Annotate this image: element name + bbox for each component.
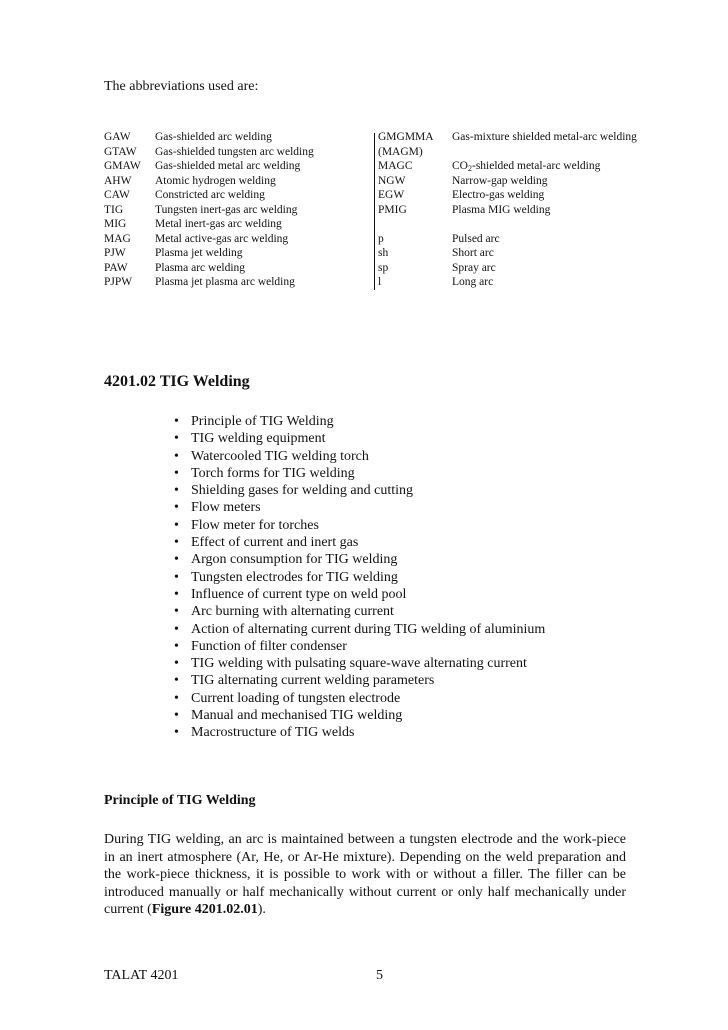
bullet-icon: • (174, 483, 179, 499)
abbreviation-row (104, 130, 662, 145)
list-item (172, 655, 545, 672)
column-divider (374, 232, 375, 247)
abbreviation-code: GAW (104, 131, 131, 143)
column-divider (374, 133, 375, 145)
abbreviation-row (104, 159, 662, 174)
column-divider (374, 261, 375, 276)
list-item (172, 690, 545, 707)
abbreviation-row (104, 203, 662, 218)
column-divider (374, 188, 375, 203)
list-item (172, 534, 545, 551)
abbreviation-code: PMIG (378, 203, 407, 216)
bullet-icon: • (174, 448, 179, 464)
abbreviation-description: Narrow-gap welding (452, 174, 548, 187)
bullet-icon: • (174, 604, 179, 620)
list-item (172, 603, 545, 620)
abbreviation-row (104, 261, 662, 276)
footer-document-id: TALAT 4201 (104, 968, 179, 983)
abbreviation-code: (MAGM) (378, 145, 423, 158)
formula-suffix: -shielded metal-arc welding (471, 160, 601, 172)
abbreviation-description: Tungsten inert-gas arc welding (155, 203, 298, 216)
column-divider (374, 246, 375, 261)
list-item (172, 707, 545, 724)
bullet-icon: • (174, 465, 179, 481)
abbreviation-code: MAGC (378, 160, 413, 172)
list-item (172, 448, 545, 465)
list-item-text: Effect of current and inert gas (191, 535, 359, 551)
bullet-icon: • (174, 431, 179, 447)
abbreviation-row (104, 217, 662, 232)
list-item (172, 724, 545, 741)
column-divider (374, 203, 375, 218)
bullet-icon: • (174, 535, 179, 551)
abbreviation-row (104, 232, 662, 247)
formula-subscript: 2 (467, 164, 472, 173)
abbreviation-row (104, 174, 662, 189)
abbreviation-description: Spray arc (452, 261, 496, 274)
column-divider (374, 217, 375, 232)
list-item-text: Argon consumption for TIG welding (191, 552, 398, 568)
abbreviation-code (378, 217, 452, 232)
list-item (172, 586, 545, 603)
paragraph-end: ). (257, 902, 266, 917)
abbreviation-description: Gas-shielded arc welding (155, 131, 272, 143)
abbreviation-code: TIG (104, 203, 124, 216)
column-divider (374, 174, 375, 189)
bullet-icon: • (174, 569, 179, 585)
list-item (172, 482, 545, 499)
list-item (172, 430, 545, 447)
bullet-icon: • (174, 517, 179, 533)
bullet-icon: • (174, 690, 179, 706)
list-item-text: Function of filter condenser (191, 638, 347, 654)
abbreviation-description (452, 159, 662, 174)
column-divider (374, 145, 375, 160)
list-item (172, 621, 545, 638)
abbreviation-code: NGW (378, 174, 406, 187)
column-divider (374, 275, 375, 290)
abbreviations-intro: The abbreviations used are: (104, 79, 259, 94)
abbreviation-description: Electro-gas welding (452, 189, 545, 201)
list-item-text: TIG welding equipment (191, 431, 326, 447)
abbreviation-description (452, 217, 662, 232)
bullet-icon: • (174, 621, 179, 637)
bullet-icon: • (174, 725, 179, 741)
column-divider (374, 159, 375, 174)
list-item-text: Principle of TIG Welding (191, 414, 334, 429)
bullet-icon: • (174, 638, 179, 654)
abbreviation-code: GMGMMA (378, 131, 434, 143)
abbreviation-description: Pulsed arc (452, 232, 500, 245)
paragraph-text: During TIG welding, an arc is maintained between a tungsten electrode and the work-piece in an inert atmosphere (Ar, He, or Ar-He mixture). Depending on the weld preparation and the work-piece thickness, it is possible to work with or without a filler. The filler can be introduced manually or half mechanically without current or only half mechanically under current ( (104, 832, 626, 917)
list-item-text: Influence of current type on weld pool (191, 586, 407, 602)
abbreviation-description: Constricted arc welding (155, 189, 265, 201)
abbreviation-code: sp (378, 261, 389, 274)
list-item (172, 638, 545, 655)
topic-list (172, 413, 545, 742)
abbreviation-code: sh (378, 247, 389, 259)
bullet-icon: • (174, 656, 179, 672)
abbreviation-description: Gas-mixture shielded metal-arc welding (452, 131, 637, 143)
list-item-text: TIG welding with pulsating square-wave alternating current (191, 656, 527, 672)
abbreviation-description: Long arc (452, 276, 494, 288)
list-item-text: Manual and mechanised TIG welding (191, 708, 403, 724)
abbreviation-code: GTAW (104, 145, 137, 158)
abbreviation-description: Short arc (452, 247, 494, 259)
abbreviation-code: l (378, 276, 382, 288)
list-item (172, 551, 545, 568)
abbreviation-description: Plasma MIG welding (452, 203, 551, 216)
abbreviation-code: AHW (104, 174, 132, 187)
abbreviation-description: Plasma jet welding (155, 247, 243, 259)
abbreviation-code: MAG (104, 232, 131, 245)
list-item (172, 517, 545, 534)
abbreviation-description: Metal inert-gas arc welding (155, 218, 282, 230)
abbreviation-description: Gas-shielded metal arc welding (155, 160, 301, 172)
list-item-text: Torch forms for TIG welding (191, 465, 355, 481)
list-item (172, 672, 545, 689)
bullet-icon: • (174, 414, 179, 429)
list-item-text: Current loading of tungsten electrode (191, 690, 401, 706)
list-item-text: Macrostructure of TIG welds (191, 725, 355, 741)
formula-text: CO (452, 160, 468, 172)
list-item-text: Flow meters (191, 500, 261, 516)
section-title: 4201.02 TIG Welding (104, 373, 250, 390)
bullet-icon: • (174, 552, 179, 568)
list-item-text: TIG alternating current welding parameters (191, 673, 435, 689)
list-item-text: Flow meter for torches (191, 517, 319, 533)
list-item-text: Watercooled TIG welding torch (191, 448, 369, 464)
abbreviation-row (104, 246, 662, 261)
list-item-text: Tungsten electrodes for TIG welding (191, 569, 398, 585)
bullet-icon: • (174, 708, 179, 724)
abbreviation-code: MIG (104, 218, 127, 230)
list-item (172, 413, 545, 430)
abbreviation-row (104, 188, 662, 203)
bullet-icon: • (174, 500, 179, 516)
abbreviation-code: PJW (104, 247, 126, 259)
abbreviation-code: PJPW (104, 276, 133, 288)
body-paragraph (104, 831, 626, 919)
abbreviation-code: PAW (104, 261, 128, 274)
footer-page-number: 5 (376, 968, 383, 983)
list-item-text: Shielding gases for welding and cutting (191, 483, 414, 499)
abbreviation-code: EGW (378, 189, 405, 201)
bullet-icon: • (174, 673, 179, 689)
figure-reference: Figure 4201.02.01 (151, 902, 258, 917)
bullet-icon: • (174, 586, 179, 602)
abbreviation-description: Metal active-gas arc welding (155, 232, 289, 245)
abbreviations-table (104, 130, 662, 290)
list-item-text: Action of alternating current during TIG welding of aluminium (191, 621, 546, 637)
abbreviation-code: p (378, 232, 384, 245)
subsection-title: Principle of TIG Welding (104, 793, 256, 808)
abbreviation-description: Atomic hydrogen welding (155, 174, 276, 187)
list-item (172, 499, 545, 516)
abbreviation-row (104, 275, 662, 290)
abbreviation-description: Plasma jet plasma arc welding (155, 276, 295, 288)
abbreviation-description: Gas-shielded tungsten arc welding (155, 145, 314, 158)
list-item (172, 569, 545, 586)
list-item-text: Arc burning with alternating current (191, 604, 394, 620)
list-item (172, 465, 545, 482)
abbreviation-description: Plasma arc welding (155, 261, 246, 274)
abbreviation-code: GMAW (104, 160, 141, 172)
abbreviation-description (452, 145, 662, 160)
abbreviation-code: CAW (104, 189, 130, 201)
abbreviation-row (104, 145, 662, 160)
